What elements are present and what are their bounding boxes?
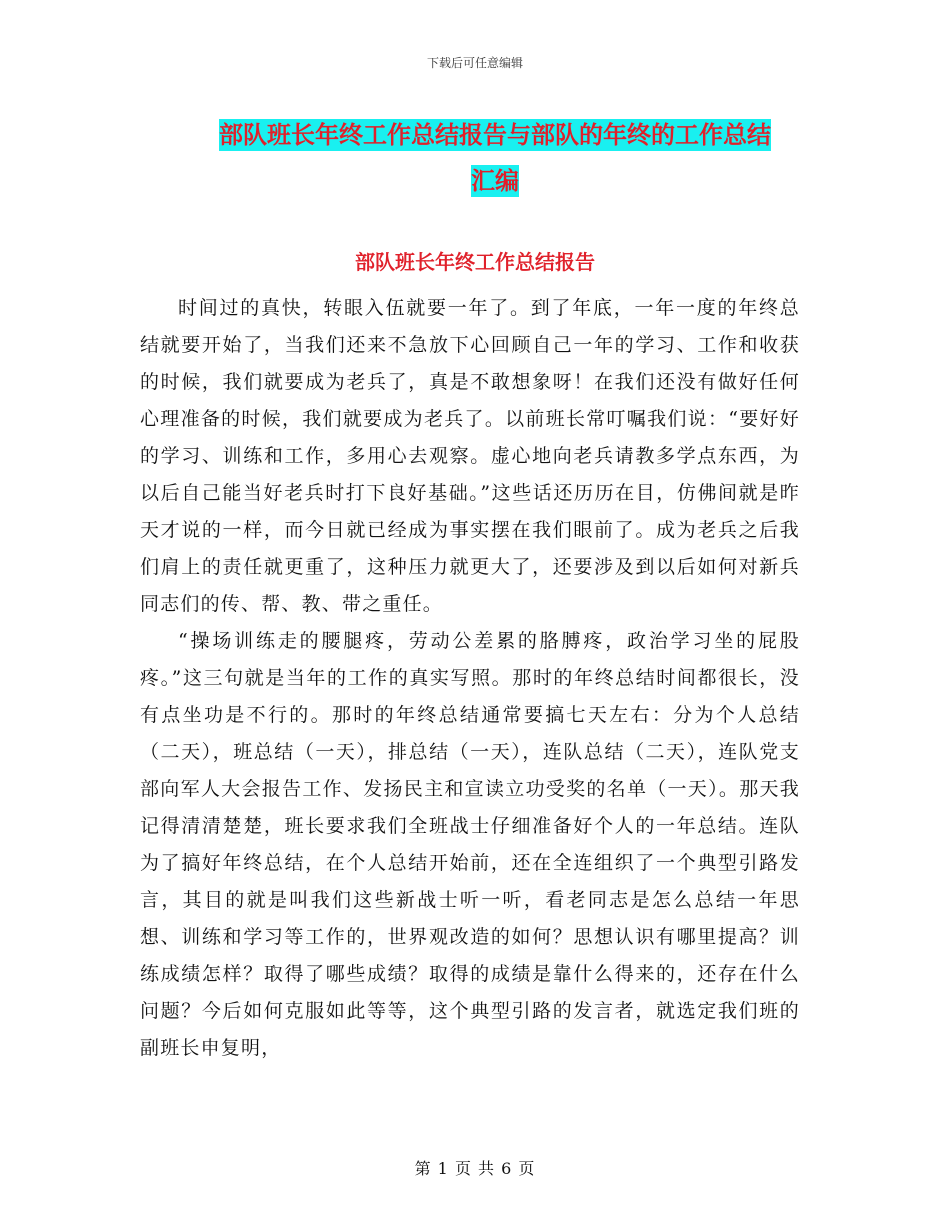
page-footer: 第 1 页 共 6 页 — [414, 1159, 536, 1178]
main-title — [140, 112, 850, 204]
paragraph: 时间过的真快，转眼入伍就要一年了。到了年底，一年一度的年终总结就要开始了，当我们还来不急放下心回顾自己一年的学习、工作和收获的时候，我们就要成为老兵了，真是不敢想象呀！在我们还没有做好任何心理准备的时候，我们就要成为老兵了。以前班长常叮嘱我们说：“要好好的学习、训练和工作，多用心去观察。虚心地向老兵请教多学点东西，为以后自己能当好老兵时打下良好基础。”这些话还历历在目，仿佛间就是昨天才说的一样，而今日就已经成为事实摆在我们眼前了。成为老兵之后我们肩上的责任就更重了，这种压力就更大了，还要涉及到以后如何对新兵同志们的传、帮、教、带之重任。 — [140, 297, 800, 615]
body-text — [140, 290, 800, 1067]
header-note: 下载后可任意编辑 — [426, 56, 523, 70]
paragraph: “操场训练走的腰腿疼，劳动公差累的胳膊疼，政治学习坐的屁股疼。”这三句就是当年的工作的真实写照。那时的年终总结时间都很长，没有点坐功是不行的。那时的年终总结通常要搞七天左右：分为个人总结（二天），班总结（一天），排总结（一天），连队总结（二天），连队党支部向军人大会报告工作、发扬民主和宣读立功受奖的名单（一天）。那天我记得清清楚楚，班长要求我们全班战士仔细准备好个人的一年总结。连队为了搞好年终总结，在个人总结开始前，还在全连组织了一个典型引路发言，其目的就是叫我们这些新战士听一听，看老同志是怎么总结一年思想、训练和学习等工作的，世界观改造的如何？思想认识有哪里提高？训练成绩怎样？取得了哪些成绩？取得的成绩是靠什么得来的，还存在什么问题？今后如何克服如此等等，这个典型引路的发言者，就选定我们班的副班长申复明， — [140, 630, 800, 1059]
section-title: 部队班长年终工作总结报告 — [355, 250, 595, 274]
main-title-line-2: 汇编 — [471, 167, 519, 195]
main-title-line-1: 部队班长年终工作总结报告与部队的年终的工作总结 — [219, 121, 771, 149]
